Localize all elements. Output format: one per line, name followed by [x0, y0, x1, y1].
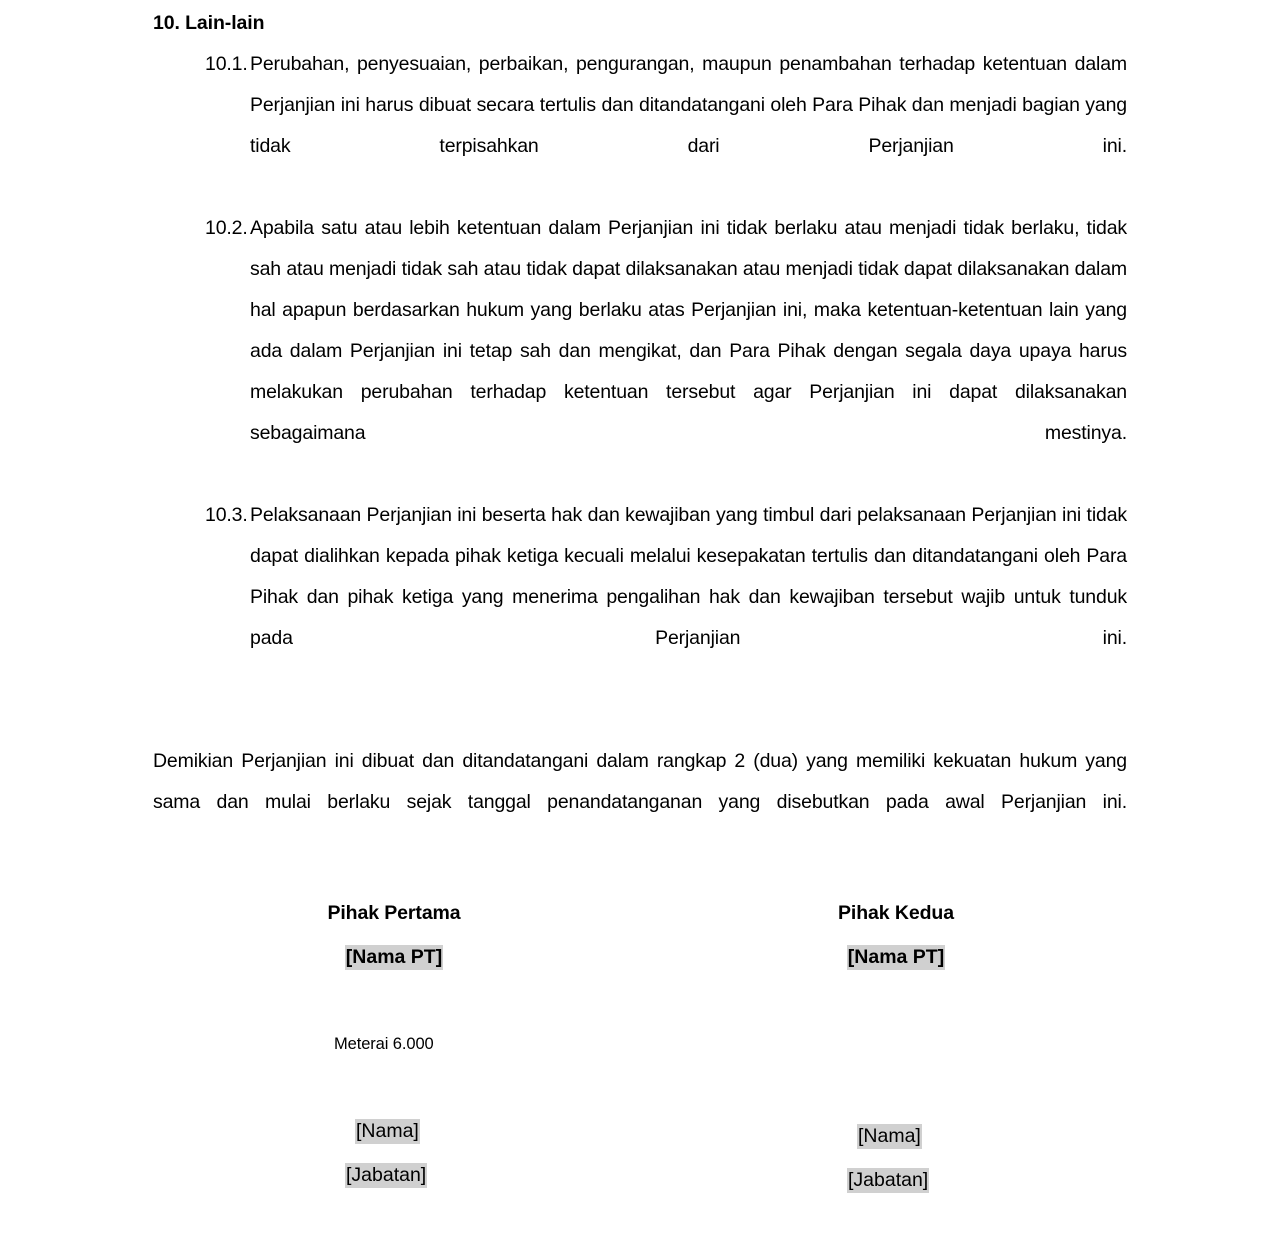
second-party-role-placeholder[interactable]: [Jabatan]	[848, 1169, 929, 1191]
clause-number: 10.2.	[205, 217, 248, 239]
first-party-name-placeholder[interactable]: [Nama]	[356, 1120, 419, 1142]
clause-number: 10.1.	[205, 53, 248, 75]
clause-text: Perubahan, penyesuaian, perbaikan, pengurangan, maupun penambahan terhadap ketentuan dalam Perjanjian ini harus dibuat secara tertulis dan ditandatangani oleh Para Pihak dan menjadi bagian yang tidak terpisahkan dari Perjanjian ini.	[250, 53, 1127, 157]
clause-10-3	[153, 495, 1127, 700]
clause-text: Pelaksanaan Perjanjian ini beserta hak dan kewajiban yang timbul dari pelaksanaan Perjanjian ini tidak dapat dialihkan kepada pihak ketiga kecuali melalui kesepakatan tertulis dan ditandatangani oleh Para Pihak dan pihak ketiga yang menerima pengalihan hak dan kewajiban tersebut wajib untuk tunduk pada Perjanjian ini.	[250, 504, 1127, 649]
first-party-title: Pihak Pertama	[327, 902, 461, 924]
second-party-company-line	[686, 934, 1106, 978]
second-party-name-placeholder[interactable]: [Nama]	[858, 1125, 921, 1147]
second-party-name-line	[857, 1121, 922, 1151]
first-party-company-line	[184, 934, 604, 978]
first-party-name-line	[355, 1116, 420, 1146]
clause-number: 10.3.	[205, 504, 248, 526]
first-party-stamp-note: Meterai 6.000	[334, 1035, 434, 1053]
second-party-role-line	[847, 1165, 929, 1195]
second-party-company-placeholder[interactable]: [Nama PT]	[847, 946, 945, 968]
closing-paragraph: Demikian Perjanjian ini dibuat dan ditandatangani dalam rangkap 2 (dua) yang memiliki kekuatan hukum yang sama dan mulai berlaku sejak tanggal penandatanganan yang disebutkan pada awal Perjanjian ini.	[153, 750, 1127, 813]
clause-text: Apabila satu atau lebih ketentuan dalam Perjanjian ini tidak berlaku atau menjadi tidak berlaku, tidak sah atau menjadi tidak sah atau tidak dapat dilaksanakan atau menjadi tidak dapat dilaksanakan dalam hal apapun berdasarkan hukum yang berlaku atas Perjanjian ini, maka ketentuan-ketentuan lain yang ada dalam Perjanjian ini tetap sah dan mengikat, dan Para Pihak dengan segala daya upaya harus melakukan perubahan terhadap ketentuan tersebut agar Perjanjian ini dapat dilaksanakan sebagaimana mestinya.	[250, 217, 1127, 444]
first-party-role-line	[345, 1160, 427, 1190]
section-heading-lain-lain: 10. Lain-lain	[153, 12, 265, 34]
paragraph-spacer	[153, 700, 1127, 741]
first-party-role-placeholder[interactable]: [Jabatan]	[346, 1164, 427, 1186]
second-party-title: Pihak Kedua	[838, 902, 954, 924]
signature-column-second-party	[686, 893, 1106, 978]
signature-block	[0, 893, 1280, 1252]
clause-10-1	[153, 44, 1127, 208]
document-body	[153, 0, 1127, 864]
signature-column-first-party	[184, 893, 604, 978]
first-party-company-placeholder[interactable]: [Nama PT]	[345, 946, 443, 968]
clause-10-2	[153, 208, 1127, 495]
